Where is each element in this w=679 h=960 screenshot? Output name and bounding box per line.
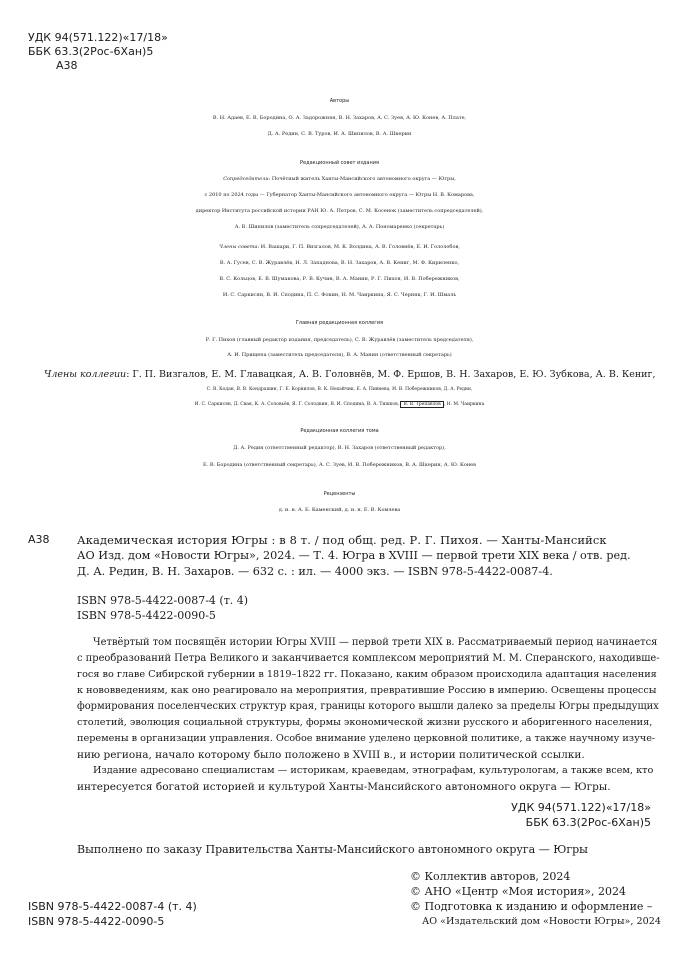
cochairs-label: Сопредседатели xyxy=(223,176,269,182)
main-board-line: А. И. Прищепа (заместитель председателя), В. А. Манин (ответственный секретарь) xyxy=(227,352,452,358)
bbk-code-bottom: ББК 63.3(2Рос-6Хан)5 xyxy=(525,816,651,829)
main-board-heading: Главная редакционная коллегия xyxy=(295,320,384,326)
board-members-line xyxy=(0,398,679,412)
abstract-line: Четвёртый том посвящён истории Югры XVIII — первой трети XIX в. Рассматриваемый период начинается xyxy=(93,637,658,648)
copyright-line: АО «Издательский дом «Новости Югры», 2024 xyxy=(422,916,661,927)
board-members-line: С. В. Кодан, В. В. Кондрашин, Г. Е. Корнилов, В. К. Нехайчик, Е. А. Пивнева, И. В. Побережников, Д. А. Редин, xyxy=(206,387,473,392)
council-line: В. А. Гусев, С. В. Журавлёв, Н. Л. Западнова, В. Н. Захаров, А. В. Кениг, М. Ф. Кириленко, xyxy=(219,260,460,266)
council-line: директор Института российской истории РАН Ю. А. Петров, С. М. Косенок (заместитель сопредседателей), xyxy=(195,208,484,214)
copyright-line: © АНО «Центр «Моя история», 2024 xyxy=(410,885,627,898)
volume-board-heading: Редакционная коллегия тома xyxy=(300,428,379,434)
main-board-line: Р. Г. Пихоя (главный редактор издания, председатель), С. В. Журавлёв (заместитель председателя), xyxy=(205,337,474,343)
catalog-mark: А38 xyxy=(28,533,50,546)
bbk-code: ББК 63.3(2Рос-6Хан)5 xyxy=(28,45,154,58)
footer-isbn: ISBN 978-5-4422-0087-4 (т. 4) xyxy=(28,900,197,913)
abstract-line: интересуется богатой историей и культурой Ханты-Мансийского автономного округа — Югры. xyxy=(77,781,611,793)
volume-board-line: Д. А. Редин (ответственный редактор), В. Н. Захаров (ответственный редактор), xyxy=(233,445,446,451)
authors-heading: Авторы xyxy=(329,98,350,104)
udk-code: УДК 94(571.122)«17/18» xyxy=(28,31,168,44)
abstract-line: формирования поселенческих структур края, границы которого вышли далеко за пределы Югры предыдущих xyxy=(77,701,659,712)
board-members-text: : Г. П. Визгалов, Е. М. Главацкая, А. В. Головнёв, М. Ф. Ершов, В. Н. Захаров, Е. Ю. Зубкова, А. В. Кениг, xyxy=(126,369,656,380)
council-heading: Редакционный совет издания xyxy=(300,160,379,166)
highlighted-name: В. В. Трепавлов xyxy=(400,401,443,408)
council-line: А. В. Шипилов (заместитель сопредседателей), А. А. Пономаренко (секретарь) xyxy=(234,224,445,230)
reviewers-heading: Рецензенты xyxy=(323,491,356,497)
board-members-text: , Н. М. Чаиркина xyxy=(443,402,485,407)
commission-note: Выполнено по заказу Правительства Ханты-Мансийского автономного округа — Югры xyxy=(77,843,588,856)
udk-code-bottom: УДК 94(571.122)«17/18» xyxy=(511,801,651,814)
volume-board-line: Е. В. Бородина (ответственный секретарь), А. С. Зуев, И. В. Побережников, В. А. Шкерин, А. Ю. Конев xyxy=(203,462,476,468)
copyright-line: © Подготовка к изданию и оформление – xyxy=(410,900,653,913)
members-text: : И. Вашари, Г. П. Визгалов, М. К. Волдина, А. В. Головнёв, Е. И. Гололобов, xyxy=(257,244,460,250)
catalog-line: Академическая история Югры : в 8 т. / под общ. ред. Р. Г. Пихоя. — Ханты-Мансийск xyxy=(77,533,607,547)
abstract-line: к нововведениям, как оно реагировало на мероприятия, превратившие Россию в империю. Освещены процессы xyxy=(77,685,657,696)
reviewers-line: д. и. н. А. Б. Каменский, д. и. н. Е. В. Комлева xyxy=(278,507,401,513)
council-cochairs-line xyxy=(0,172,679,186)
council-line: В. С. Кольцов, Е. В. Шумакова, Р. В. Кучин, В. А. Манин, Р. Г. Пихоя, И. В. Побережников, xyxy=(219,276,460,282)
cochairs-text: : Почётный житель Ханты-Мансийского автономного округа — Югры, xyxy=(268,176,456,182)
abstract-line: Издание адресовано специалистам — историкам, краеведам, этнографам, культурологам, а также всем, кто xyxy=(93,765,654,776)
copyright-line: © Коллектив авторов, 2024 xyxy=(410,870,571,883)
abstract-line: перемены в организации управления. Особое внимание уделено церковной политике, а также научному изуче- xyxy=(77,733,656,744)
board-members-line xyxy=(44,368,656,382)
footer-isbn: ISBN 978-5-4422-0090-5 xyxy=(28,915,165,928)
catalog-isbn: ISBN 978-5-4422-0087-4 (т. 4) xyxy=(77,594,249,607)
catalog-line: АО Изд. дом «Новости Югры», 2024. — Т. 4. Югра в XVIII — первой трети XIX века / отв. ред. xyxy=(77,549,631,562)
council-members-line xyxy=(0,240,679,254)
board-members-label: Члены коллегии xyxy=(44,369,127,380)
catalog-isbn: ISBN 978-5-4422-0090-5 xyxy=(77,609,216,622)
abstract-line: нию региона, начало которому было положено в XVIII в., и истории политической ссылки. xyxy=(77,749,585,761)
authors-line: В. Н. Адаев, Е. В. Бородина, О. А. Задорожняя, В. Н. Захаров, А. С. Зуев, А. Ю. Конев, А. Плате, xyxy=(212,115,467,121)
council-line: И. С. Саркисян, В. И. Сподина, П. С. Фокин, Н. М. Чаиркина, Я. С. Черняк, Г. И. Шмаль xyxy=(222,292,457,298)
board-members-text: И. С. Саркисян, Д. Свак, К. А. Соловьёв, Я. Г. Солодкин, В. И. Сподина, В. А. Тишков, xyxy=(194,402,400,407)
abstract-line: с преобразований Петра Великого и заканчивается комплексом мероприятий М. М. Сперанского, находивше- xyxy=(77,653,660,664)
catalog-line: Д. А. Редин, В. Н. Захаров. — 632 с. : ил. — 4000 экз. — ISBN 978-5-4422-0087-4. xyxy=(77,565,553,578)
abstract-line: гося во главе Сибирской губернии в 1819–1822 гг. Показано, каким образом происходила адаптация населения xyxy=(77,669,657,680)
members-label: Члены совета xyxy=(219,244,258,250)
council-line: с 2010 по 2024 годы — Губернатор Ханты-Мансийского автономного округа — Югры Н. В. Комарова, xyxy=(204,192,475,198)
author-mark: А38 xyxy=(56,59,78,72)
abstract-line: столетий, эволюция социальной структуры, формы экономической жизни русского и аборигенного населения, xyxy=(77,717,653,728)
authors-line: Д. А. Редин, С. В. Туров, И. А. Шипилов, В. А. Шкерин xyxy=(267,131,412,137)
